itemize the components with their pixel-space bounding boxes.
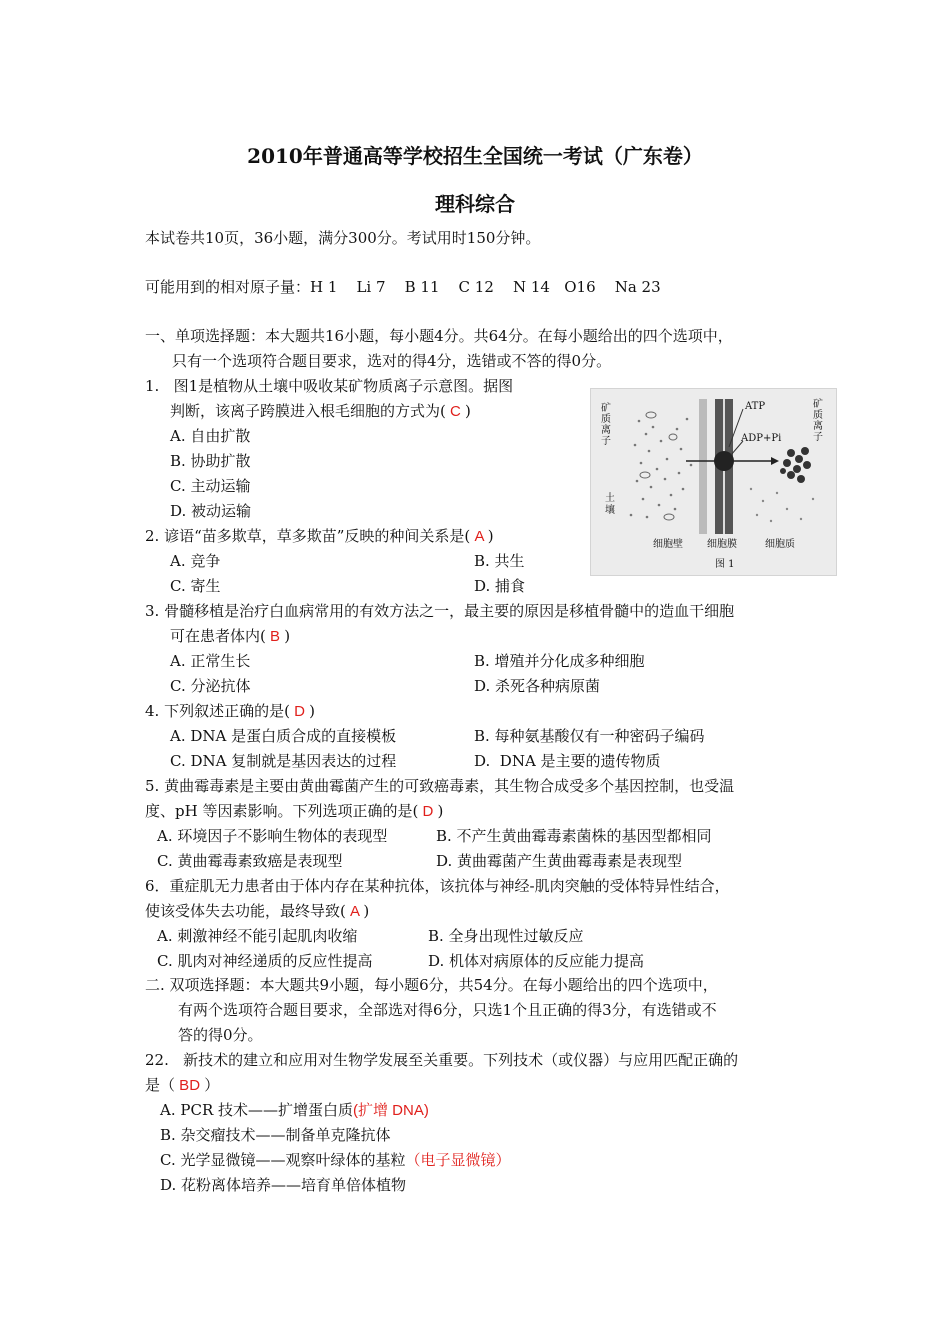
q5-option-d: D. 黄曲霉菌产生黄曲霉毒素是表现型 (436, 852, 683, 870)
q4-option-c: C. DNA 复制就是基因表达的过程 (170, 752, 397, 770)
q6-option-b: B. 全身出现性过敏反应 (428, 927, 584, 945)
q3-option-b: B. 增殖并分化成多种细胞 (474, 652, 645, 670)
q5-stem-text: 度、pH 等因素影响。下列选项正确的是( (145, 802, 419, 820)
label-ion-right: 矿质离子 (813, 399, 823, 443)
q4-option-a: A. DNA 是蛋白质合成的直接模板 (170, 727, 397, 745)
q2-option-d: D. 捕食 (474, 577, 526, 595)
label-cell-membrane: 细胞膜 (707, 539, 737, 550)
figure-caption: 图 1 (715, 559, 735, 570)
q22-close: ） (204, 1076, 220, 1094)
q3-option-c: C. 分泌抗体 (170, 677, 251, 695)
q2-stem-text: 2. 谚语“苗多欺草，草多欺苗”反映的种间关系是( (145, 527, 471, 545)
q6-option-c: C. 肌肉对神经递质的反应性提高 (157, 952, 373, 970)
q3-option-d: D. 杀死各种病原菌 (474, 677, 601, 695)
label-ion-left: 矿质离子 (601, 403, 611, 447)
q22-option-c-note: （电子显微镜） (405, 1152, 511, 1169)
section1-header-cont: 只有一个选项符合题目要求，选对的得4分，选错或不答的得0分。 (172, 352, 612, 370)
q2-option-c: C. 寄生 (170, 577, 221, 595)
q3-stem-cont (170, 626, 290, 647)
q1-stem-text: 判断，该离子跨膜进入根毛细胞的方式为( (170, 402, 446, 420)
label-atp: ATP (745, 401, 766, 412)
section2-header-cont2: 答的得0分。 (178, 1026, 263, 1044)
atomic-mass-line: 可能用到的相对原子量：H 1 Li 7 B 11 C 12 N 14 O16 Na 23 (145, 278, 661, 296)
q3-answer: B (265, 628, 285, 645)
section1-header: 一、单项选择题：本大题共16小题，每小题4分。共64分。在每小题给出的四个选项中， (145, 327, 733, 345)
q6-option-d: D. 机体对病原体的反应能力提高 (428, 952, 645, 970)
label-adp: ADP+Pi (741, 433, 782, 444)
q22-option-a-note: (扩增 DNA) (353, 1102, 429, 1119)
section2-header-cont1: 有两个选项符合题目要求，全部选对得6分，只选1个且正确的得3分，有选错或不 (178, 1001, 717, 1019)
q2-option-b: B. 共生 (474, 552, 525, 570)
q1-option-b: B. 协助扩散 (170, 452, 251, 470)
q1-stem: 1. 图1是植物从土壤中吸收某矿物质离子示意图。据图 (145, 377, 514, 395)
q3-option-a: A. 正常生长 (170, 652, 251, 670)
intro-text: 本试卷共10页，36小题，满分300分。考试用时150分钟。 (145, 229, 541, 247)
label-cytoplasm: 细胞质 (765, 539, 795, 550)
q1-answer: C (445, 403, 466, 420)
q4-option-b: B. 每种氨基酸仅有一种密码子编码 (474, 727, 705, 745)
q22-stem: 22. 新技术的建立和应用对生物学发展至关重要。下列技术（或仪器）与应用匹配正确的 (145, 1051, 739, 1069)
q4-stem (145, 701, 315, 722)
q22-option-a (160, 1100, 429, 1121)
q5-option-a: A. 环境因子不影响生物体的表现型 (157, 827, 388, 845)
cell-wall-icon (699, 399, 707, 534)
q22-stem-cont (145, 1075, 219, 1096)
q2-stem (145, 526, 494, 547)
q4-answer: D (289, 703, 310, 720)
q22-answer: BD (175, 1077, 205, 1094)
exam-subtitle: 理科综合 (435, 192, 515, 216)
q2-answer: A (470, 528, 488, 545)
q3-close: ) (284, 627, 291, 645)
q6-close: ) (363, 902, 370, 920)
q3-stem-text: 可在患者体内( (170, 627, 266, 645)
label-soil: 土壤 (605, 493, 615, 516)
q4-stem-text: 4. 下列叙述正确的是( (145, 702, 290, 720)
q6-answer: A (345, 903, 364, 920)
q1-close: ) (465, 402, 471, 420)
q5-option-c: C. 黄曲霉毒素致癌是表现型 (157, 852, 343, 870)
q22-option-c-text: C. 光学显微镜——观察叶绿体的基粒 (160, 1151, 406, 1169)
q5-option-b: B. 不产生黄曲霉毒素菌株的基因型都相同 (436, 827, 712, 845)
label-cell-wall: 细胞壁 (653, 539, 683, 550)
ion-cluster-icon (780, 447, 811, 483)
q22-stem-text: 是（ (145, 1076, 176, 1094)
q22-option-a-text: A. PCR 技术——扩增蛋白质 (160, 1101, 354, 1119)
section2-header: 二. 双项选择题：本大题共9小题，每小题6分，共54分。在每小题给出的四个选项中， (145, 976, 718, 994)
q2-option-a: A. 竞争 (170, 552, 221, 570)
q1-option-c: C. 主动运输 (170, 477, 251, 495)
q1-stem-cont (170, 401, 471, 422)
soil-grains (640, 412, 677, 520)
figure-1 (590, 388, 837, 576)
q5-answer: D (418, 803, 438, 820)
q22-option-b: B. 杂交瘤技术——制备单克隆抗体 (160, 1126, 391, 1144)
exam-title: 2010年普通高等学校招生全国统一考试（广东卷） (247, 144, 703, 168)
q4-option-d: D. DNA 是主要的遗传物质 (474, 752, 661, 770)
q22-option-d: D. 花粉离体培养——培育单倍体植物 (160, 1176, 407, 1194)
q5-stem: 5. 黄曲霉毒素是主要由黄曲霉菌产生的可致癌毒素，其生物合成受多个基因控制，也受温 (145, 777, 735, 795)
soil-particles (630, 418, 693, 519)
q1-option-a: A. 自由扩散 (170, 427, 251, 445)
q6-option-a: A. 刺激神经不能引起肌肉收缩 (157, 927, 358, 945)
q5-stem-cont (145, 801, 443, 822)
q2-close: ) (487, 527, 494, 545)
q1-option-d: D. 被动运输 (170, 502, 252, 520)
q6-stem-cont (145, 901, 369, 922)
q22-option-c (160, 1150, 511, 1171)
q3-stem: 3. 骨髓移植是治疗白血病常用的有效方法之一，最主要的原因是移植骨髓中的造血干细胞 (145, 602, 735, 620)
q6-stem-text: 使该受体失去功能，最终导致( (145, 902, 346, 920)
q5-close: ) (437, 802, 444, 820)
q4-close: ) (309, 702, 315, 720)
q6-stem: 6．重症肌无力患者由于体内存在某种抗体，该抗体与神经-肌肉突触的受体特异性结合， (145, 877, 730, 895)
